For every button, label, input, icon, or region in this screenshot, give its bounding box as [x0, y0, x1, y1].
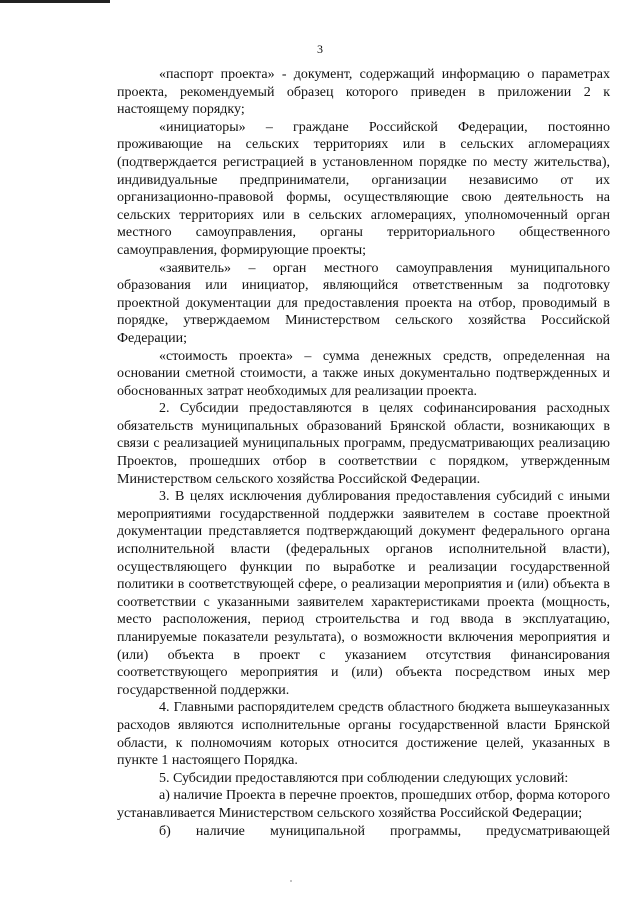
clause-5-subpoint-b: б) наличие муниципальной программы, предусматривающей [159, 823, 610, 839]
clause-3: 3. В целях исключения дублирования предоставления субсидий с иными мероприятиями государственной поддержки заявителем в составе проектной документации представляется подтверждающий документ федерального органа исполнительной власти (федеральных органов исполнительной власти), осуществляющего функции по выработке и реализации государственной политики в соответствующей сфере, о реализации мероприятия и (или) объекта в соответствии с указанными заявителем характеристиками проекта (мощность, место расположения, период строительства и год ввода в эксплуатацию, планируемые показатели результата), о возможности включения мероприятия и (или) объекта в проект с указанием отсутствия финансирования соответствующего мероприятия и (или) объекта посредством иных мер государственной поддержки. [117, 489, 610, 698]
document-body [117, 66, 610, 840]
clause-2: 2. Субсидии предоставляются в целях софинансирования расходных обязательств муниципальных образований Брянской области, возникающих в связи с реализацией муниципальных программ, предусматривающих реализацию Проектов, прошедших отбор в соответствии с порядком, утвержденным Министерством сельского хозяйства Российской Федерации. [117, 401, 610, 487]
scan-speck [290, 880, 292, 882]
definition-project-cost: «стоимость проекта» – сумма денежных средств, определенная на основании сметной стоимости, а также иных документально подтвержденных и обоснованных затрат необходимых для реализации проекта. [117, 348, 610, 399]
top-rule [0, 0, 110, 3]
clause-4: 4. Главными распорядителем средств областного бюджета вышеуказанных расходов являются исполнительные органы государственной власти Брянской области, к полномочиям которых относится достижение целей, указанных в пункте 1 настоящего Порядка. [117, 700, 610, 769]
clause-5: 5. Субсидии предоставляются при соблюдении следующих условий: [159, 770, 569, 786]
definition-initiators: «инициаторы» – граждане Российской Федерации, постоянно проживающие на сельских территориях или в сельских агломерациях (подтверждается регистрацией в установленном порядке по месту жительства), индивидуальные предприниматели, организации независимо от их организационно-правовой формы, осуществляющие свою деятельность на сельских территориях или в сельских агломерациях, уполномоченный орган местного самоуправления, органы территориального общественного самоуправления, формирующие проекты; [117, 119, 610, 258]
definition-applicant: «заявитель» – орган местного самоуправления муниципального образования или инициатор, являющийся ответственным за подготовку проектной документации для предоставления проекта на отбор, проводимый в порядке, утверждаемом Министерством сельского хозяйства Российской Федерации; [117, 260, 610, 346]
clause-5-subpoint-a: а) наличие Проекта в перечне проектов, прошедших отбор, форма которого устанавливается Министерством сельского хозяйства Российской Федерации; [117, 788, 610, 821]
page-number: 3 [317, 42, 323, 56]
definition-project-passport: «паспорт проекта» - документ, содержащий информацию о параметрах проекта, рекомендуемый образец которого приведен в приложении 2 к настоящему порядку; [117, 67, 610, 118]
